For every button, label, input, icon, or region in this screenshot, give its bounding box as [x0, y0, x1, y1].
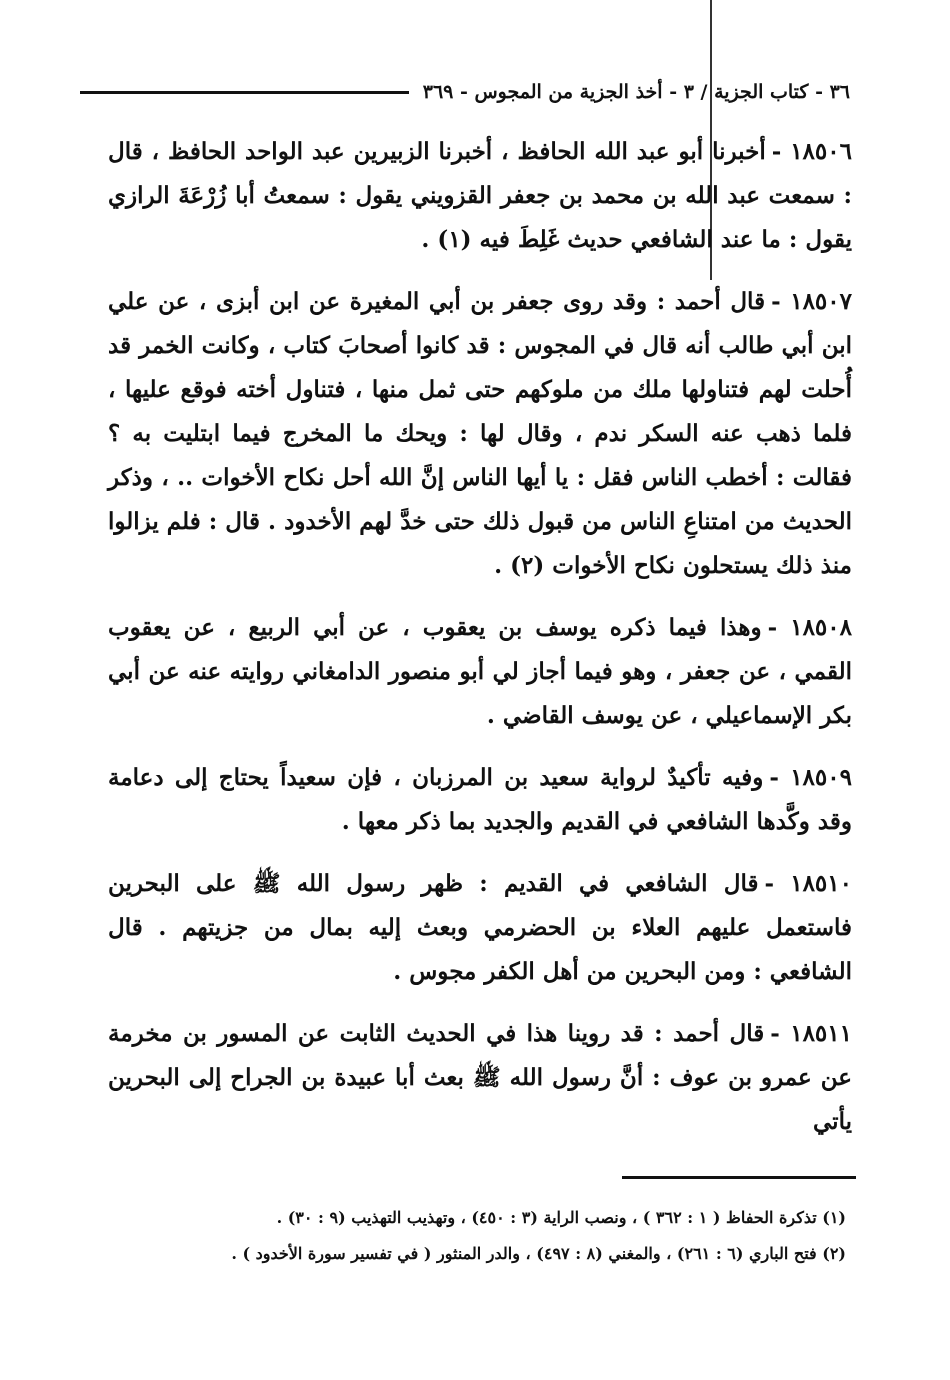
- header-title: ٣٦ - كتاب الجزية / ٣ - أخذ الجزية من المجوس - ٣٦٩: [422, 81, 850, 103]
- paragraph-18509: [108, 756, 852, 844]
- paragraph-number: ١٨٥٠٦ -: [771, 138, 852, 165]
- paragraph-text: قال أحمد : وقد روى جعفر بن أبي المغيرة عن ابن أبزى ، عن علي ابن أبي طالب أنه قال في المجوس : قد كانوا أصحابَ كتاب ، وكانت الخمر قد أُحلت لهم فتناولها ملك من ملوكهم حتى ثمل منها ، فتناول أخته فوقع عليها ، فلما ذهب عنه السكر ندم ، وقال لها : ويحك ما المخرج فيما ابتليت به ؟ فقالت : أخطب الناس فقل : يا أيها الناس إنَّ الله أحل نكاح الأخوات .. ، وذكر الحديث من امتناعِ الناس من قبول ذلك حتى خدَّ لهم الأخدود . قال : فلم يزالوا منذ ذلك يستحلون نكاح الأخوات (٢) .: [108, 288, 853, 579]
- paragraph-text: وهذا فيما ذكره يوسف بن يعقوب ، عن أبي الربيع ، عن يعقوب القمي ، عن جعفر ، وهو فيما أجاز لي أبو منصور الدامغاني روايته عنه عن أبي بكر الإسماعيلي ، عن يوسف القاضي .: [108, 614, 852, 729]
- paragraph-18506: [108, 130, 852, 262]
- paragraph-number: ١٨٥٠٧ -: [771, 288, 852, 315]
- paragraph-18511: [108, 1012, 852, 1144]
- running-header: [80, 72, 850, 112]
- footnotes: [108, 1200, 846, 1272]
- paragraph-number: ١٨٥٠٨ -: [767, 614, 852, 641]
- paragraph-text: قال الشافعي في القديم : ظهر رسول الله ﷺ على البحرين فاستعمل عليهم العلاء بن الحضرمي وبعث إليه بمال من جزيتهم . قال الشافعي : ومن البحرين من أهل الكفر مجوس .: [108, 870, 852, 985]
- paragraph-18508: [108, 606, 852, 738]
- paragraph-text: أخبرنا أبو عبد الله الحافظ ، أخبرنا الزبيرين عبد الواحد الحافظ ، قال : سمعت عبد الله بن محمد بن جعفر القزويني يقول : سمعتُ أبا زُرْعَةَ الرازي يقول : ما عند الشافعي حديث غَلِطَ فيه (١) .: [108, 138, 852, 253]
- paragraph-18507: [108, 280, 852, 588]
- paragraph-text: قال أحمد : قد روينا هذا في الحديث الثابت عن المسور بن مخرمة عن عمرو بن عوف : أنَّ رسول الله ﷺ بعث أبا عبيدة بن الجراح إلى البحرين يأتي: [108, 1020, 852, 1135]
- paragraph-number: ١٨٥١١ -: [770, 1020, 852, 1047]
- footnote-2: (٢) فتح الباري (٦ : ٢٦١) ، والمغني (٨ : ٤٩٧) ، والدر المنثور ( في تفسير سورة الأخدود ) .: [231, 1244, 846, 1263]
- paragraph-number: ١٨٥١٠ -: [764, 870, 852, 897]
- paragraph-text: وفيه تأكيدٌ لرواية سعيد بن المرزبان ، فإن سعيداً يحتاج إلى دعامة وقد وكَّدها الشافعي في القديم والجديد بما ذكر معها .: [108, 764, 852, 835]
- footnote-divider: [622, 1176, 856, 1179]
- main-text: [108, 130, 852, 1162]
- paragraph-18510: [108, 862, 852, 994]
- paragraph-number: ١٨٥٠٩ -: [769, 764, 852, 791]
- footnote-1: (١) تذكرة الحفاظ ( ١ : ٣٦٢ ) ، ونصب الراية (٣ : ٤٥٠) ، وتهذيب التهذيب (٩ : ٣٠) .: [276, 1208, 846, 1227]
- header-rule: [80, 91, 409, 94]
